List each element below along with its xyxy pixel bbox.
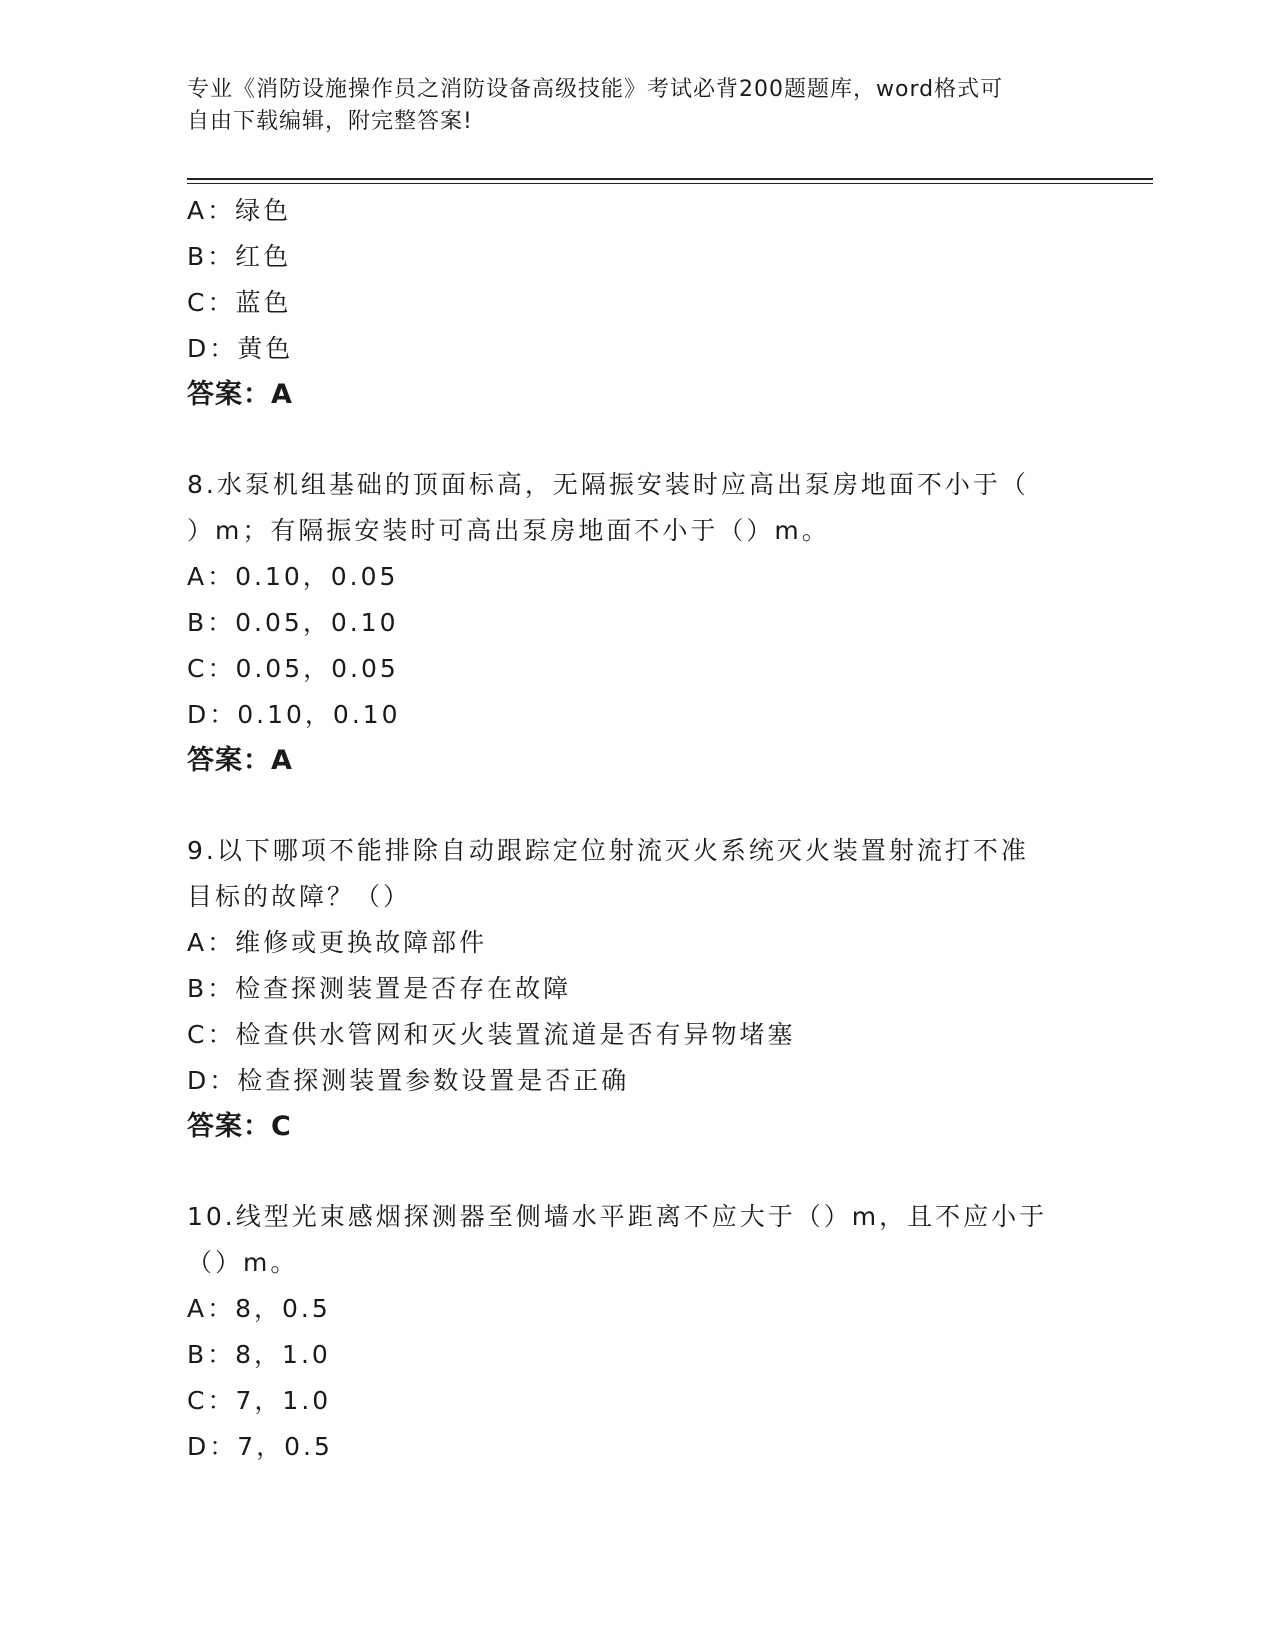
- question-text-line-1: 9.以下哪项不能排除自动跟踪定位射流灭火系统灭火装置射流打不准: [187, 836, 1029, 865]
- question-10: [187, 1194, 1067, 1470]
- option-d: D：检查探测装置参数设置是否正确: [187, 1066, 630, 1095]
- option-c: C：蓝色: [187, 288, 292, 317]
- option-d: D：黄色: [187, 334, 294, 363]
- option-b: B：0.05，0.10: [187, 608, 399, 637]
- option-d: D：0.10，0.10: [187, 700, 401, 729]
- answer-line: 答案：C: [187, 1111, 292, 1142]
- question-list: [187, 188, 1067, 1470]
- answer-line: 答案：A: [187, 745, 293, 776]
- option-a: A：8，0.5: [187, 1294, 331, 1323]
- option-b: B：红色: [187, 242, 292, 271]
- question-8: [187, 462, 1067, 784]
- spacer: [187, 784, 1067, 828]
- document-header: [187, 74, 1067, 138]
- option-a: A：维修或更换故障部件: [187, 928, 488, 957]
- header-line-2: 自由下载编辑，附完整答案!: [187, 109, 473, 134]
- question-7: [187, 188, 1067, 418]
- option-a: A：绿色: [187, 196, 292, 225]
- question-text-line-1: 8.水泵机组基础的顶面标高，无隔振安装时应高出泵房地面不小于（: [187, 470, 1029, 499]
- option-c: C：检查供水管网和灭火装置流道是否有异物堵塞: [187, 1020, 796, 1049]
- question-text-line-2: ）m；有隔振安装时可高出泵房地面不小于（）m。: [187, 516, 830, 545]
- question-text-line-1: 10.线型光束感烟探测器至侧墙水平距离不应大于（）m，且不应小于: [187, 1202, 1048, 1231]
- header-divider-thick: [187, 178, 1153, 180]
- question-text-line-2: （）m。: [187, 1248, 299, 1277]
- option-d: D：7，0.5: [187, 1432, 333, 1461]
- header-line-1: 专业《消防设施操作员之消防设备高级技能》考试必背200题题库，word格式可: [187, 77, 1004, 102]
- option-c: C：0.05，0.05: [187, 654, 399, 683]
- question-9: [187, 828, 1067, 1150]
- spacer: [187, 418, 1067, 462]
- option-a: A：0.10，0.05: [187, 562, 399, 591]
- header-divider-thin: [187, 183, 1153, 184]
- option-b: B：检查探测装置是否存在故障: [187, 974, 572, 1003]
- option-b: B：8，1.0: [187, 1340, 331, 1369]
- question-text-line-2: 目标的故障？（）: [187, 882, 412, 911]
- spacer: [187, 1150, 1067, 1194]
- answer-line: 答案：A: [187, 379, 293, 410]
- option-c: C：7，1.0: [187, 1386, 332, 1415]
